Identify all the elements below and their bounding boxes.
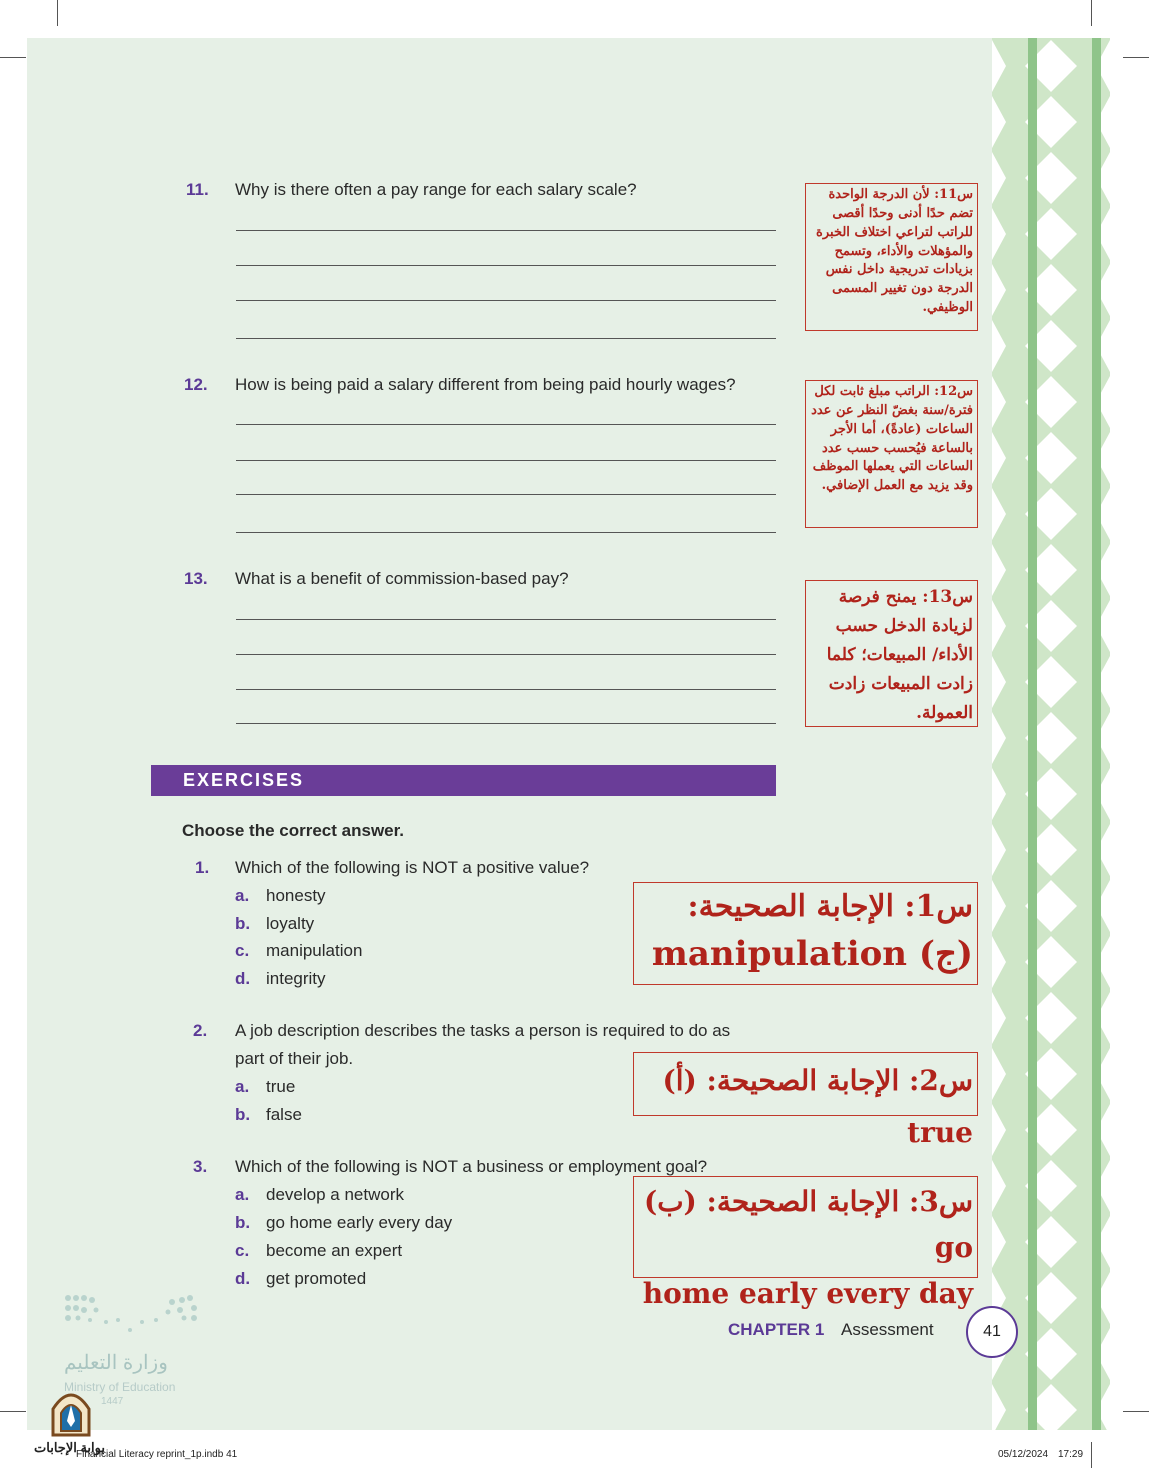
answer-line[interactable] — [236, 265, 776, 266]
option-text[interactable]: true — [266, 1077, 296, 1096]
question-text: What is a benefit of commission-based pay? — [235, 569, 569, 588]
option-text[interactable]: develop a network — [266, 1185, 404, 1204]
crop-mark — [1123, 57, 1149, 58]
answer-line-2: (ج) manipulation — [651, 934, 973, 974]
crop-mark — [1091, 1442, 1092, 1468]
answer-line-1: س3: الإجابة الصحيحة: (ب) go — [643, 1185, 973, 1264]
exercises-header: EXERCISES — [151, 765, 776, 796]
crop-mark — [0, 57, 26, 58]
question-number: 13. — [184, 569, 208, 588]
crop-mark — [1123, 1411, 1149, 1412]
option-text[interactable]: integrity — [266, 969, 326, 988]
chapter-label: CHAPTER 1 — [728, 1320, 825, 1339]
exercise-text-cont: part of their job. — [235, 1049, 354, 1068]
answer-line[interactable] — [236, 460, 776, 461]
option-text[interactable]: get promoted — [266, 1269, 367, 1288]
print-time: 17:29 — [1058, 1449, 1084, 1460]
answer-box-ex3 — [633, 1176, 978, 1310]
crop-mark — [57, 0, 58, 26]
diamond-pattern-icon — [992, 38, 1110, 1430]
decorative-border — [992, 38, 1110, 1430]
exercise-number: 1. — [195, 858, 210, 877]
option-letter: a. — [235, 1185, 250, 1204]
exercise-text: A job description describes the tasks a person is required to do as — [235, 1021, 731, 1040]
answer-line[interactable] — [236, 654, 776, 655]
ministry-year: 1447 — [101, 1396, 124, 1407]
section-label: Assessment — [841, 1320, 934, 1339]
answer-line[interactable] — [236, 424, 776, 425]
answer-box-12: س12: الراتب مبلغ ثابت لكل فترة/سنة بغضّ النظر عن عدد الساعات (عادةً)، أما الأجر بالساعة فيُحسب حسب عدد الساعات التي يعملها الموظف وقد يزيد مع العمل الإضافي. — [805, 380, 978, 528]
option-letter: b. — [235, 914, 251, 933]
option-text[interactable]: honesty — [266, 886, 326, 905]
option-letter: d. — [235, 1269, 251, 1288]
exercise-text: Which of the following is NOT a positive value? — [235, 858, 590, 877]
answer-line-2: home early every day — [642, 1277, 973, 1310]
answer-line[interactable] — [236, 619, 776, 620]
instruction-text: Choose the correct answer. — [182, 821, 405, 840]
exercise-text: Which of the following is NOT a business or employment goal? — [235, 1157, 708, 1176]
option-text[interactable]: manipulation — [266, 941, 363, 960]
answer-line[interactable] — [236, 230, 776, 231]
ministry-english-name: Ministry of Education — [64, 1380, 176, 1394]
answer-line[interactable] — [236, 494, 776, 495]
answer-line[interactable] — [236, 300, 776, 301]
answer-box-11: س11: لأن الدرجة الواحدة تضم حدًا أدنى وحدًا أقصى للراتب لتراعي اختلاف الخبرة والمؤهلات والأداء، وتسمح بزيادات تدريجية داخل نفس الدرجة دون تغيير المسمى الوظيفي. — [805, 183, 978, 331]
option-letter: c. — [235, 941, 250, 960]
option-letter: b. — [235, 1105, 251, 1124]
question-number: 11. — [186, 180, 209, 199]
option-letter: a. — [235, 886, 250, 905]
answer-box-13: س13: يمنح فرصة لزيادة الدخل حسب الأداء/ المبيعات؛ كلما زادت المبيعات زادت العمولة. — [805, 580, 978, 727]
page-number: 41 — [966, 1306, 1018, 1358]
answer-box-ex1 — [633, 882, 978, 985]
print-date: 05/12/2024 — [998, 1449, 1049, 1460]
watermark-logo-icon — [49, 1387, 93, 1437]
crop-mark — [1091, 0, 1092, 26]
exercise-number: 2. — [193, 1021, 208, 1040]
question-text: How is being paid a salary different from being paid hourly wages? — [235, 375, 736, 394]
ministry-arabic-name: وزارة التعليم — [64, 1352, 168, 1374]
answer-box-ex2 — [633, 1052, 978, 1149]
option-letter: c. — [235, 1241, 250, 1260]
option-text[interactable]: become an expert — [266, 1241, 403, 1260]
watermark-text: بوابة الإجابات — [34, 1440, 105, 1455]
option-letter: d. — [235, 969, 251, 988]
print-file-info: Financial Literacy reprint_1p.indb 41 — [76, 1449, 238, 1460]
answer-line[interactable] — [236, 532, 776, 533]
option-text[interactable]: false — [266, 1105, 302, 1124]
answer-line[interactable] — [236, 723, 776, 724]
exercise-number: 3. — [193, 1157, 208, 1176]
answer-line[interactable] — [236, 689, 776, 690]
answer-line-1: س2: الإجابة الصحيحة: (أ) true — [662, 1064, 973, 1149]
ministry-logo-icon — [62, 1290, 202, 1340]
option-letter: b. — [235, 1213, 251, 1232]
answer-line-1: س1: الإجابة الصحيحة: — [687, 889, 973, 924]
question-number: 12. — [184, 375, 208, 394]
option-letter: a. — [235, 1077, 250, 1096]
question-text: Why is there often a pay range for each salary scale? — [235, 180, 637, 199]
answer-line[interactable] — [236, 338, 776, 339]
crop-mark — [0, 1411, 26, 1412]
option-text[interactable]: go home early every day — [266, 1213, 453, 1232]
option-text[interactable]: loyalty — [266, 914, 315, 933]
